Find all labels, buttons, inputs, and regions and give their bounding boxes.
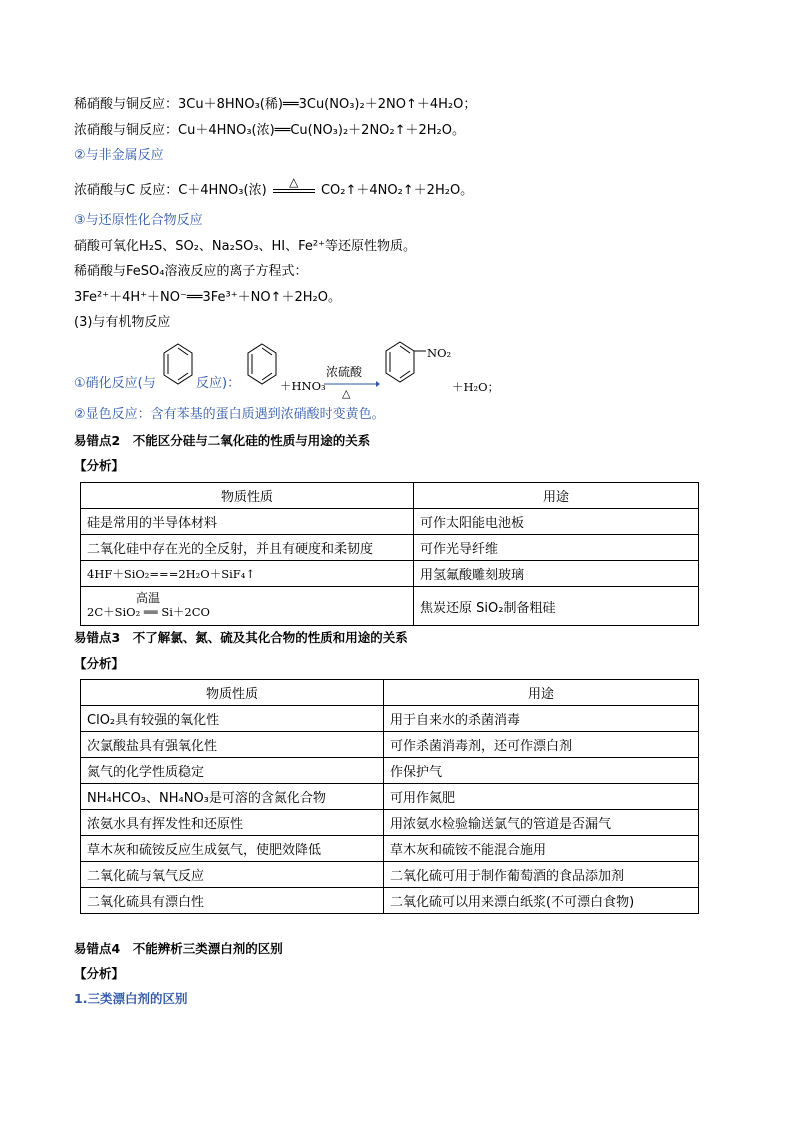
cell-property: 二氧化硫具有漂白性 [81, 888, 384, 914]
header-property: 物质性质 [81, 680, 384, 706]
reaction-arrow-icon [324, 380, 380, 388]
table-header-row [81, 680, 699, 706]
cell-property: NH₄HCO₃、NH₄NO₃是可溶的含氮化合物 [81, 784, 384, 810]
cell-property [81, 587, 414, 626]
feso4-sentence: 稀硝酸与FeSO₄溶液反应的离子方程式： [74, 264, 308, 279]
header-use: 用途 [414, 483, 699, 509]
point2-title: 易错点2 不能区分硅与二氧化硅的性质与用途的关系 [74, 433, 371, 448]
subheading-nonmetal: ②与非金属反应 [74, 148, 164, 163]
ionic-equation: 3Fe²⁺＋4H⁺＋NO⁻══3Fe³⁺＋NO↑＋2H₂O。 [74, 290, 341, 305]
point2-analysis: 【分析】 [74, 458, 125, 473]
cell-property: 二氧化硅中存在光的全反射，并且有硬度和柔韧度 [81, 535, 414, 561]
cell-property: 次氯酸盐具有强氧化性 [81, 732, 384, 758]
cell-use: 用浓氨水检验输送氯气的管道是否漏气 [384, 810, 699, 836]
plus-hno3: ＋HNO₃ [280, 379, 326, 393]
table-header-row [81, 483, 699, 509]
table-row [81, 587, 699, 626]
high-temp-condition: 高温 [136, 591, 161, 605]
benzene-ring-icon [162, 342, 194, 386]
cell-use: 二氧化硫可用于制作葡萄酒的食品添加剂 [384, 862, 699, 888]
carbon-equation-right: CO₂↑＋4NO₂↑＋2H₂O。 [320, 183, 474, 198]
cell-property: 氮气的化学性质稳定 [81, 758, 384, 784]
no2-group-label: NO₂ [427, 346, 452, 360]
bleach-subheading: 1.三类漂白剂的区别 [74, 991, 188, 1006]
cell-property: 二氧化硫与氧气反应 [81, 862, 384, 888]
color-reaction: ②显色反应：含有苯基的蛋白质遇到浓硝酸时变黄色。 [74, 407, 385, 422]
table-row [81, 732, 699, 758]
heat-condition: △ [289, 174, 299, 189]
cell-use: 作保护气 [384, 758, 699, 784]
table-nonmetals [80, 679, 699, 914]
nitration-tail: ＋H₂O； [452, 380, 500, 394]
table-row [81, 888, 699, 914]
point3-analysis: 【分析】 [74, 656, 125, 671]
point4-analysis: 【分析】 [74, 966, 125, 981]
cell-use: 二氧化硫可以用来漂白纸浆(不可漂白食物) [384, 888, 699, 914]
dilute-nitric-copper-equation: 稀硝酸与铜反应：3Cu＋8HNO₃(稀)══3Cu(NO₃)₂＋2NO↑＋4H₂O； [74, 97, 477, 112]
benzene-reactant-icon [246, 342, 278, 386]
table-row [81, 862, 699, 888]
cell-property: ClO₂具有较强的氧化性 [81, 706, 384, 732]
arrow-condition-bottom: △ [342, 387, 351, 400]
table-row [81, 535, 699, 561]
subheading-organic: (3)与有机物反应 [74, 315, 171, 330]
cell-use: 可作太阳能电池板 [414, 509, 699, 535]
header-property: 物质性质 [81, 483, 414, 509]
silicon-reduction-equation: 2C＋SiO₂ ══ Si＋2CO [87, 605, 210, 619]
table-row [81, 836, 699, 862]
cell-property: 浓氨水具有挥发性和还原性 [81, 810, 384, 836]
point4-title: 易错点4 不能辨析三类漂白剂的区别 [74, 941, 283, 956]
cell-use: 可作光导纤维 [414, 535, 699, 561]
nitration-prefix: ①硝化反应(与 [74, 376, 156, 391]
nitration-mid: 反应)： [196, 376, 241, 391]
cell-use: 用氢氟酸雕刻玻璃 [414, 561, 699, 587]
cell-use: 用于自来水的杀菌消毒 [384, 706, 699, 732]
conc-nitric-copper-equation: 浓硝酸与铜反应：Cu＋4HNO₃(浓)══Cu(NO₃)₂＋2NO₂↑＋2H₂O。 [74, 123, 465, 138]
table-silicon [80, 482, 699, 626]
oxidation-sentence: 硝酸可氧化H₂S、SO₂、Na₂SO₃、HI、Fe²⁺等还原性物质。 [74, 239, 416, 254]
cell-property: 草木灰和硫铵反应生成氨气，使肥效降低 [81, 836, 384, 862]
cell-property: 硅是常用的半导体材料 [81, 509, 414, 535]
heating-equals-sign [271, 174, 317, 197]
cell-property: 4HF＋SiO₂===2H₂O＋SiF₄↑ [81, 561, 414, 587]
cell-use: 可作杀菌消毒剂，还可作漂白剂 [384, 732, 699, 758]
carbon-reaction-equation [74, 174, 474, 200]
table-row [81, 810, 699, 836]
cell-use: 可用作氮肥 [384, 784, 699, 810]
point3-title: 易错点3 不了解氯、氮、硫及其化合物的性质和用途的关系 [74, 630, 408, 645]
table-row [81, 509, 699, 535]
cell-use: 草木灰和硫铵不能混合施用 [384, 836, 699, 862]
arrow-condition-top: 浓硫酸 [326, 365, 363, 379]
subheading-reducing-compounds: ③与还原性化合物反应 [74, 213, 203, 228]
carbon-equation-left: 浓硝酸与C 反应：C＋4HNO₃(浓) [74, 183, 267, 198]
table-row [81, 561, 699, 587]
header-use: 用途 [384, 680, 699, 706]
table-row [81, 758, 699, 784]
table-row [81, 706, 699, 732]
cell-use: 焦炭还原 SiO₂制备粗硅 [414, 587, 699, 626]
table-row [81, 784, 699, 810]
